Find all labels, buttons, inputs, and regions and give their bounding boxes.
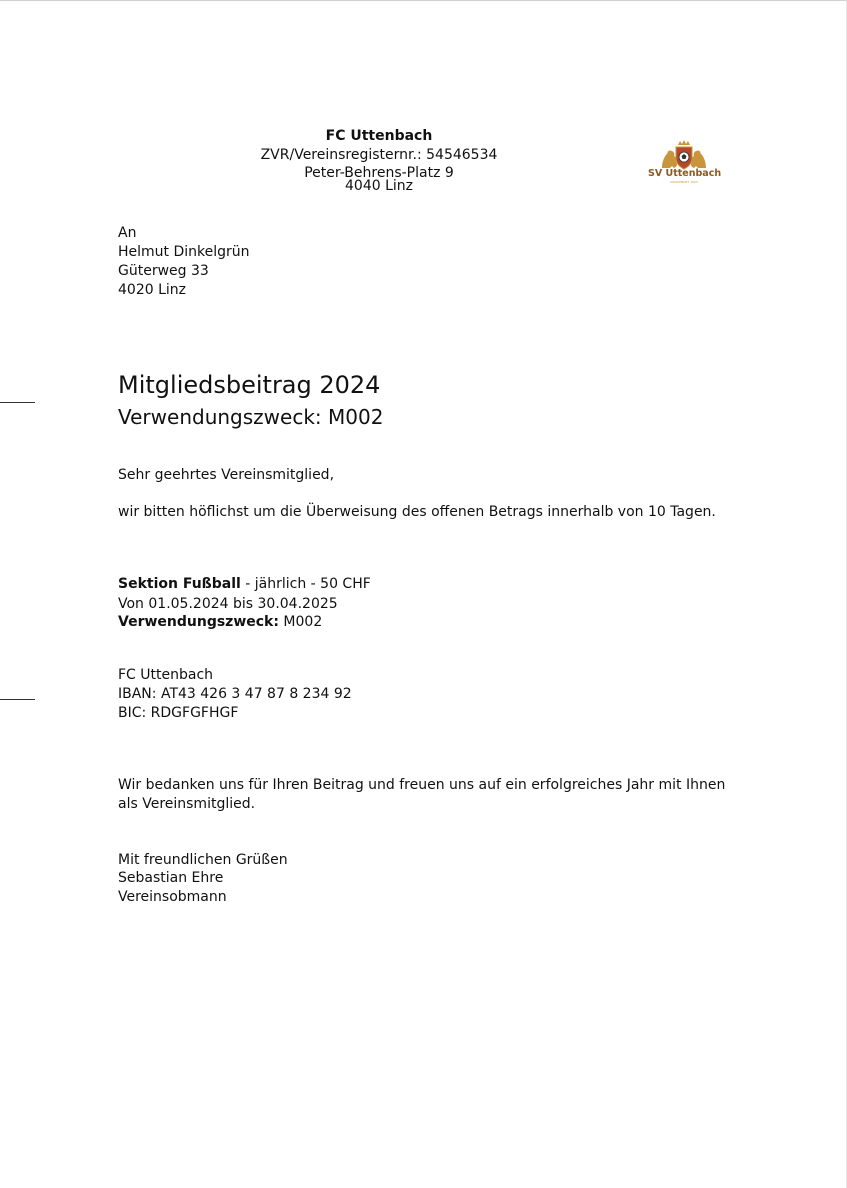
- recipient-name: Helmut Dinkelgrün: [118, 244, 250, 260]
- club-logo: [648, 140, 720, 188]
- club-logo-text: SV Uttenbach: [648, 168, 722, 179]
- letter-title: Mitgliedsbeitrag 2024: [118, 371, 381, 399]
- salutation: Sehr geehrtes Vereinsmitglied,: [118, 467, 335, 483]
- fold-mark-bottom: [0, 699, 35, 700]
- fold-mark-top: [0, 402, 35, 403]
- closing-greeting: Mit freundlichen Grüßen: [118, 852, 288, 868]
- bank-bic: BIC: RDGFGFHGF: [118, 705, 239, 721]
- recipient-label: An: [118, 225, 137, 241]
- fee-reference-line: [118, 613, 322, 632]
- page-top-border: [0, 0, 847, 1]
- fee-period: Von 01.05.2024 bis 30.04.2025: [118, 596, 338, 612]
- signer-role: Vereinsobmann: [118, 889, 227, 905]
- recipient-city: 4020 Linz: [118, 282, 186, 298]
- bank-iban: IBAN: AT43 426 3 47 87 8 234 92: [118, 686, 352, 702]
- sender-header: [200, 127, 558, 196]
- payment-request: wir bitten höflichst um die Überweisung des offenen Betrags innerhalb von 10 Tagen.: [118, 504, 716, 520]
- signer-name: Sebastian Ehre: [118, 870, 224, 886]
- sender-register-number: ZVR/Vereinsregisternr.: 54546534: [260, 146, 498, 163]
- bank-account-holder: FC Uttenbach: [118, 667, 214, 683]
- fee-reference-label: Verwendungszweck:: [118, 614, 279, 630]
- recipient-address: [118, 224, 250, 300]
- sender-street: Peter-Behrens-Platz 9: [304, 165, 454, 177]
- fee-section-details: - jährlich - 50 CHF: [240, 576, 371, 592]
- fee-section-name: Sektion Fußball: [118, 576, 241, 592]
- closing-thanks: Wir bedanken uns für Ihren Beitrag und freuen uns auf ein erfolgreiches Jahr mit Ihnen als Vereinsmitglied.: [118, 777, 726, 812]
- sender-city: 4040 Linz: [345, 178, 413, 194]
- fee-reference-value: M002: [278, 614, 323, 630]
- letter-subject-reference: Verwendungszweck: M002: [118, 405, 384, 429]
- recipient-street: Güterweg 33: [118, 263, 209, 279]
- sender-club-name: FC Uttenbach: [325, 128, 433, 144]
- fee-section-line: [118, 575, 371, 594]
- club-logo-tagline: GEGRÜNDET 1923: [670, 180, 698, 184]
